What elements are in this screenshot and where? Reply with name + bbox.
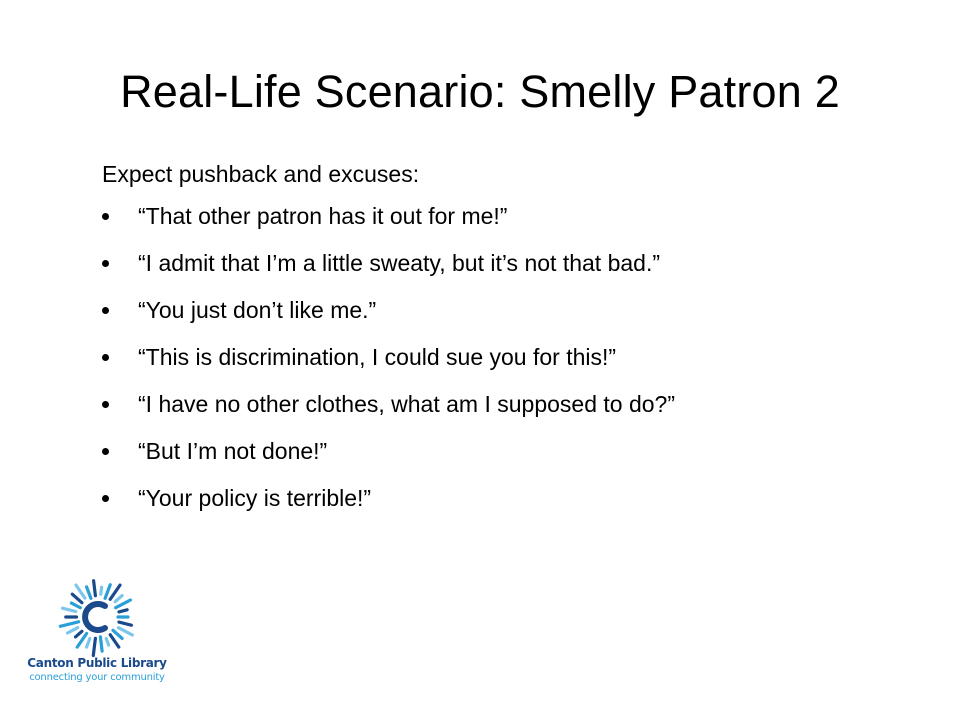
logo-ray: [60, 622, 78, 627]
bullet-icon: [102, 448, 109, 455]
logo-ray: [118, 628, 132, 635]
library-logo: [22, 576, 172, 691]
bullet-icon: [102, 495, 109, 502]
slide-title: Real-Life Scenario: Smelly Patron 2: [120, 66, 840, 117]
logo-ray: [93, 638, 95, 655]
logo-ray: [113, 630, 122, 638]
logo-ray: [87, 587, 91, 598]
bullet-icon: [102, 401, 109, 408]
bullet-icon: [102, 260, 109, 267]
logo-ray: [119, 622, 131, 625]
logo-ray: [76, 631, 82, 637]
bullet-icon: [102, 307, 109, 314]
logo-ray: [94, 581, 96, 596]
bullet-icon: [102, 213, 109, 220]
bullet-text: “This is discrimination, I could sue you for this!”: [138, 344, 617, 370]
bullet-icon: [102, 354, 109, 361]
bullet-text: “Your policy is terrible!”: [138, 485, 372, 511]
logo-ray: [101, 587, 102, 594]
intro-text: Expect pushback and excuses:: [102, 161, 420, 187]
bullet-text: “I admit that I’m a little sweaty, but it’s not that bad.”: [138, 250, 660, 276]
bullet-text: “I have no other clothes, what am I supposed to do?”: [138, 391, 675, 417]
logo-ray: [105, 585, 110, 599]
logo-ray: [68, 628, 78, 633]
logo-ray: [119, 610, 127, 612]
logo-ray: [72, 594, 82, 603]
logo-ray: [71, 603, 80, 608]
logo-ray: [63, 608, 76, 611]
logo-name: Canton Public Library: [27, 656, 167, 670]
logo-ray: [110, 635, 119, 647]
bullet-text: “You just don’t like me.”: [138, 297, 377, 323]
logo-ray: [115, 596, 122, 602]
logo-ray: [76, 585, 85, 598]
logo-ray: [100, 637, 102, 651]
bullet-text: “That other patron has it out for me!”: [138, 203, 508, 229]
library-sunburst-c-logo-icon: [50, 576, 146, 658]
logo-ray: [87, 639, 90, 648]
bullet-text: “But I’m not done!”: [138, 438, 328, 464]
logo-c-letter: [85, 604, 105, 630]
logo-ray: [106, 639, 108, 646]
logo-tagline: connecting your community: [29, 672, 165, 683]
